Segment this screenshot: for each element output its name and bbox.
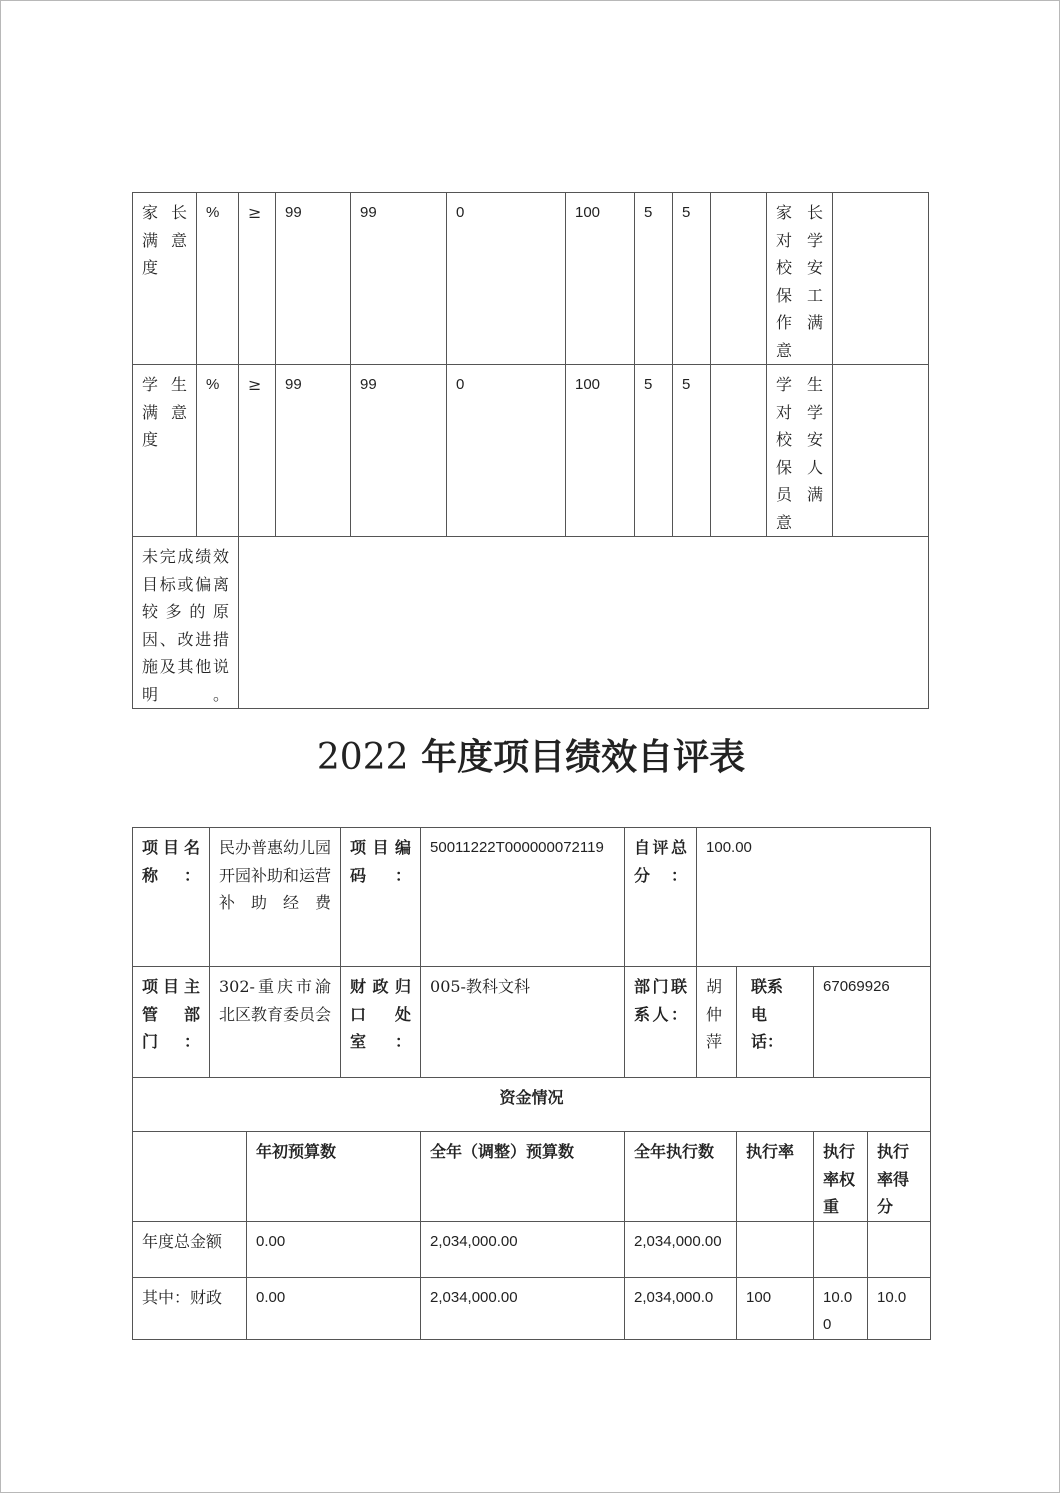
phone-value: 67069926: [814, 967, 931, 1078]
indicator-weight: 5: [635, 365, 673, 537]
funds-header-row: [133, 1132, 931, 1222]
project-code-label: 项目编码：: [341, 828, 421, 967]
indicator-target: 99: [276, 193, 351, 365]
indicator-note: 学生对学校安保人员满意: [767, 365, 833, 537]
indicator-completion: 100: [566, 365, 635, 537]
indicator-extra: [833, 193, 929, 365]
indicator-row-parent-satisfaction: [133, 193, 929, 365]
indicator-deviation: 0: [447, 365, 566, 537]
indicator-operator: ≥: [239, 193, 276, 365]
funds-rate-weight: 10.00: [814, 1277, 868, 1339]
indicator-note: 家长对学校安保工作满意: [767, 193, 833, 365]
funds-exec-rate: 100: [737, 1277, 814, 1339]
funds-initial-budget: 0.00: [247, 1277, 421, 1339]
indicator-actual: 99: [351, 193, 447, 365]
funds-adjusted-budget: 2,034,000.00: [421, 1277, 625, 1339]
indicator-operator: ≥: [239, 365, 276, 537]
project-info-row: [133, 828, 931, 967]
funds-header-adjusted-budget: 全年（调整）预算数: [421, 1132, 625, 1222]
indicator-unit: %: [197, 193, 239, 365]
funds-section-title: 资金情况: [133, 1078, 931, 1132]
indicator-completion: 100: [566, 193, 635, 365]
indicator-deduction-reason: [711, 365, 767, 537]
indicator-unit: %: [197, 365, 239, 537]
funds-executed: 2,034,000.00: [625, 1221, 737, 1277]
indicator-name: 家长满意度: [133, 193, 197, 365]
indicator-deduction-reason: [711, 193, 767, 365]
finance-label: 财政归口处室：: [341, 967, 421, 1078]
finance-value: 005-教科文科: [421, 967, 625, 1078]
project-name-label: 项目名称：: [133, 828, 210, 967]
funds-executed: 2,034,000.0: [625, 1277, 737, 1339]
dept-label: 项目主管部门：: [133, 967, 210, 1078]
department-row: [133, 967, 931, 1078]
indicator-extra: [833, 365, 929, 537]
indicator-actual: 99: [351, 365, 447, 537]
funds-header-rate-weight: 执行率权重: [814, 1132, 868, 1222]
indicator-row-student-satisfaction: [133, 365, 929, 537]
funds-header-executed: 全年执行数: [625, 1132, 737, 1222]
funds-row-label: 其中：财政: [133, 1277, 247, 1339]
indicator-deviation: 0: [447, 193, 566, 365]
funds-section-row: [133, 1078, 931, 1132]
funds-adjusted-budget: 2,034,000.00: [421, 1221, 625, 1277]
funds-row-fiscal: [133, 1277, 931, 1339]
funds-rate-weight: [814, 1221, 868, 1277]
funds-header-rate-score: 执行率得分: [868, 1132, 931, 1222]
indicator-name: 学生满意度: [133, 365, 197, 537]
funds-exec-rate: [737, 1221, 814, 1277]
score-value: 100.00: [697, 828, 931, 967]
indicator-weight: 5: [635, 193, 673, 365]
title-text: 年度项目绩效自评表: [421, 736, 746, 778]
contact-label: 部门联系人：: [625, 967, 697, 1078]
dept-value: 302-重庆市渝北区教育委员会: [210, 967, 341, 1078]
funds-header-exec-rate: 执行率: [737, 1132, 814, 1222]
unfinished-label: 未完成绩效目标或偏离较多的原因、改进措施及其他说明。: [133, 537, 239, 709]
contact-value: 胡仲萍: [697, 967, 737, 1078]
indicator-score: 5: [673, 193, 711, 365]
phone-label: 联系电话：: [737, 967, 814, 1078]
unfinished-row: [133, 537, 929, 709]
project-table: [132, 827, 931, 1340]
indicator-target: 99: [276, 365, 351, 537]
unfinished-content: [239, 537, 929, 709]
title-year: 2022: [316, 737, 409, 778]
project-name-value: 民办普惠幼儿园开园补助和运营补助经费: [210, 828, 341, 967]
funds-rate-score: 10.0: [868, 1277, 931, 1339]
funds-header-initial-budget: 年初预算数: [247, 1132, 421, 1222]
funds-row-label: 年度总金额: [133, 1221, 247, 1277]
score-label: 自评总分：: [625, 828, 697, 967]
funds-initial-budget: 0.00: [247, 1221, 421, 1277]
funds-rate-score: [868, 1221, 931, 1277]
funds-header-blank: [133, 1132, 247, 1222]
indicator-table: [132, 192, 929, 709]
project-code-value: 50011222T000000072119: [421, 828, 625, 967]
funds-row-total: [133, 1221, 931, 1277]
page-title: [1, 729, 1060, 786]
indicator-score: 5: [673, 365, 711, 537]
